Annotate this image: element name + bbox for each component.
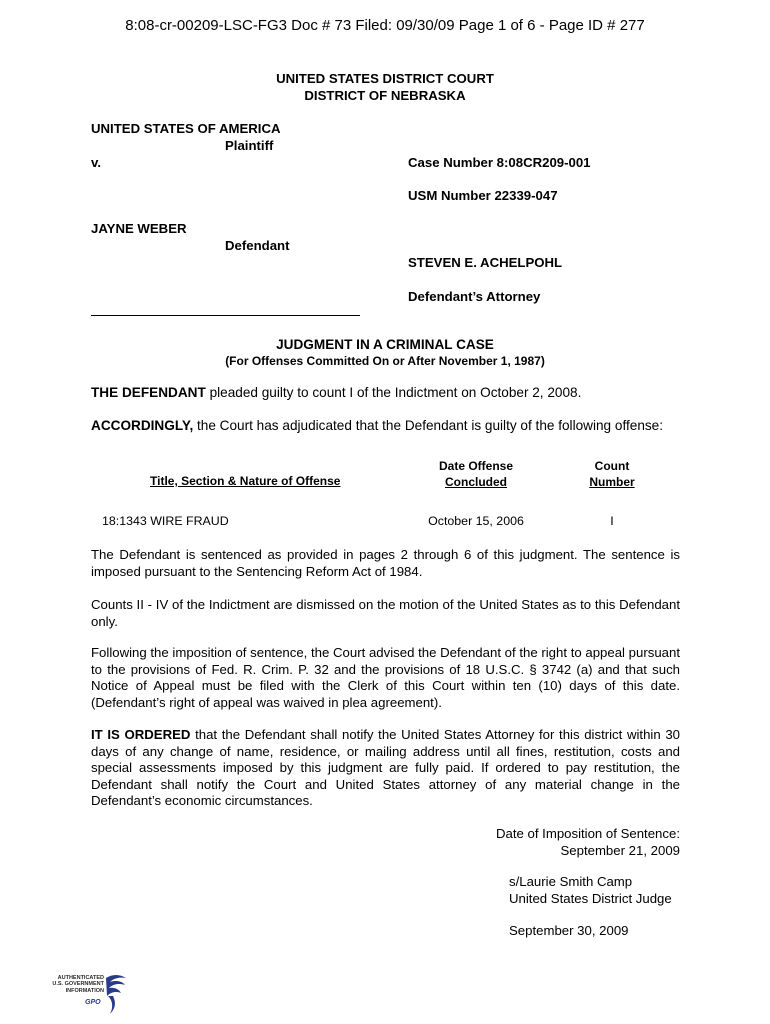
plea-text: pleaded guilty to count I of the Indictment on October 2, 2008.: [205, 385, 582, 400]
signature-block: [509, 874, 672, 907]
defendant-name: JAYNE WEBER: [91, 221, 187, 236]
col-header-date-line1: Date Offense: [438, 459, 514, 473]
ordered-text: that the Defendant shall notify the United States Attorney for this district within 30 days of any change of name, residence, or mailing address until all fines, restitution, costs and special assessments imposed by this judgment are fully paid. If ordered to pay restitution, the Defendant shall notify the Court and United States attorney of any material change in the Defendant’s economic circumstances.: [91, 727, 681, 808]
usm-number: USM Number 22339-047: [408, 188, 558, 203]
gpo-authentication-logo: [40, 972, 130, 1018]
dismissal-paragraph: Counts II - IV of the Indictment are dismissed on the motion of the United States as to this Defendant only.: [91, 597, 680, 629]
judgment-subtitle: (For Offenses Committed On or After November 1, 1987): [225, 354, 545, 368]
attorney-name: STEVEN E. ACHELPOHL: [408, 255, 563, 270]
col-header-date: [415, 458, 537, 490]
appeal-paragraph: Following the imposition of sentence, the Court advised the Defendant of the right to appeal pursuant to the provisions of Fed. R. Crim. P. 32 and the provisions of 18 U.S.C. § 3742 (a) and that such Notice of Appeal must be filed with the Clerk of this Court within ten (10) days of this date. (Defendant’s right of appeal was waived in plea agreement).: [91, 645, 680, 710]
adjudication-statement: [91, 418, 663, 433]
judgment-title: JUDGMENT IN A CRIMINAL CASE: [276, 337, 494, 352]
docket-stamp: 8:08-cr-00209-LSC-FG3 Doc # 73 Filed: 09/30/09 Page 1 of 6 - Page ID # 277: [125, 17, 645, 34]
versus: v.: [91, 155, 102, 170]
court-heading: [0, 70, 770, 104]
imposition-label: Date of Imposition of Sentence:: [495, 826, 680, 841]
court-name: UNITED STATES DISTRICT COURT: [276, 71, 494, 86]
judge-signature: s/Laurie Smith Camp: [509, 874, 633, 889]
imposition-date: September 21, 2009: [560, 842, 680, 858]
adjudication-lead: ACCORDINGLY,: [91, 418, 194, 433]
plea-statement: [91, 385, 581, 400]
case-number: Case Number 8:08CR209-001: [408, 155, 591, 170]
col-header-offense: Title, Section & Nature of Offense: [150, 474, 341, 488]
defendant-role: Defendant: [225, 238, 290, 253]
plaintiff-name: UNITED STATES OF AMERICA: [91, 121, 281, 136]
imposition-block: [380, 826, 680, 859]
table-row-offense: 18:1343 WIRE FRAUD: [102, 514, 229, 528]
plaintiff-role: Plaintiff: [225, 138, 274, 153]
attorney-role: Defendant’s Attorney: [408, 289, 541, 304]
gpo-mark: GPO: [85, 999, 101, 1006]
ordered-paragraph: [91, 727, 680, 810]
col-header-count-line2: Number: [589, 475, 635, 489]
adjudication-text: the Court has adjudicated that the Defendant is guilty of the following offense:: [193, 418, 664, 433]
col-header-count-line1: Count: [594, 459, 630, 473]
caption-divider: [91, 315, 360, 316]
gpo-line3: INFORMATION: [65, 987, 104, 994]
col-header-count: [577, 458, 647, 490]
judge-title: United States District Judge: [509, 890, 672, 906]
table-row-date: October 15, 2006: [428, 514, 524, 528]
sentence-paragraph: The Defendant is sentenced as provided in pages 2 through 6 of this judgment. The sentence is imposed pursuant to the Sentencing Reform Act of 1984.: [91, 547, 680, 579]
court-district: DISTRICT OF NEBRASKA: [304, 88, 466, 103]
gpo-line1: AUTHENTICATED: [57, 975, 104, 981]
signature-date: September 30, 2009: [509, 923, 629, 938]
col-header-date-line2: Concluded: [445, 475, 507, 489]
plea-lead: THE DEFENDANT: [91, 385, 206, 400]
table-row-count: I: [610, 514, 614, 528]
ordered-lead: IT IS ORDERED: [91, 727, 191, 742]
eagle-icon: [102, 972, 130, 1016]
gpo-line2: U.S. GOVERNMENT: [52, 981, 104, 988]
